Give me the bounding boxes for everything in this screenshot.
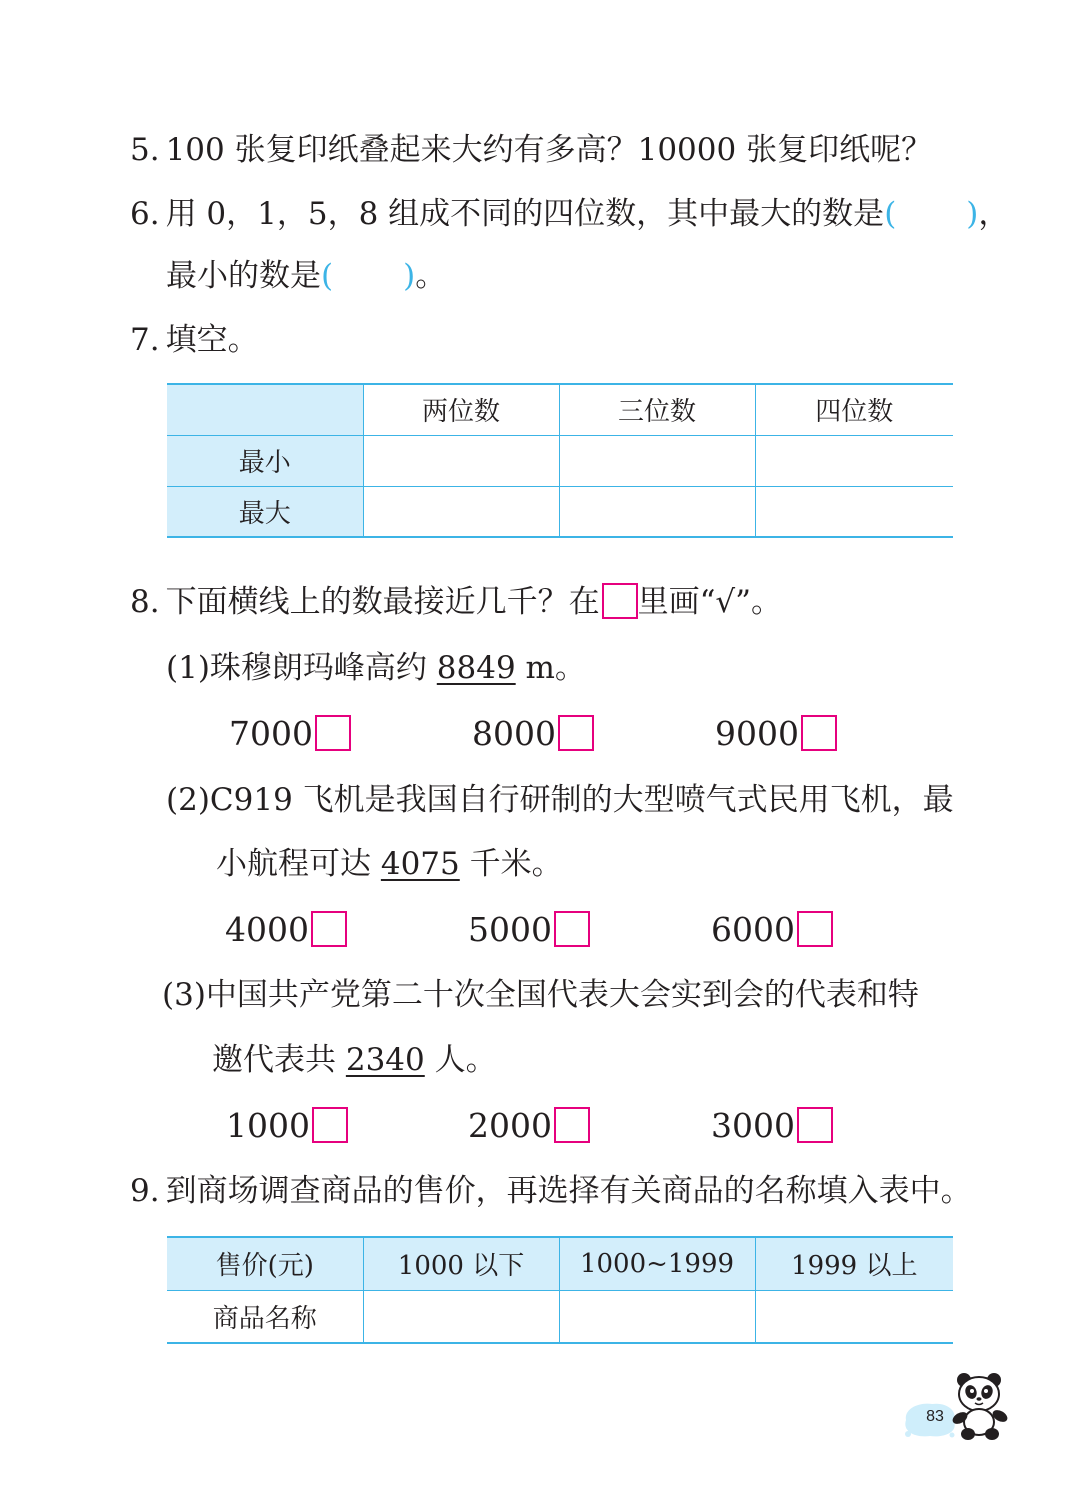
column-header: 1999 以上	[755, 1237, 953, 1290]
choice-option	[711, 1106, 833, 1146]
question-number: 5.	[130, 132, 160, 168]
row-header: 售价(元)	[167, 1237, 363, 1290]
question-text: 填空。	[165, 322, 259, 358]
choice-option	[229, 714, 351, 754]
choice-option	[711, 910, 833, 950]
page-number: 83	[926, 1408, 944, 1425]
sub-question-text: 人。	[424, 1042, 497, 1078]
choice-option	[715, 714, 837, 754]
choice-value: 5000	[468, 910, 552, 949]
answer-blank-open: (	[884, 196, 897, 232]
choice-value: 1000	[226, 1106, 310, 1145]
choice-option	[226, 1106, 348, 1146]
punctuation: ，	[978, 196, 1010, 232]
sub-question-text: C919 飞机是我国自行研制的大型喷气式民用飞机，最	[209, 782, 954, 818]
answer-checkbox[interactable]	[315, 715, 351, 751]
answer-checkbox[interactable]	[558, 715, 594, 751]
answer-checkbox[interactable]	[312, 1107, 348, 1143]
sub-question-prefix: (2)	[166, 782, 210, 818]
question-text: 用 0，1，5，8 组成不同的四位数，其中最大的数是	[165, 196, 885, 232]
answer-cell[interactable]	[559, 1290, 755, 1343]
sub-question-1	[166, 648, 586, 688]
answer-checkbox[interactable]	[797, 911, 833, 947]
choice-value: 6000	[711, 910, 795, 949]
question-number: 7.	[130, 322, 160, 358]
choice-value: 2000	[468, 1106, 552, 1145]
row-header: 最小	[167, 435, 363, 486]
question-text: 最小的数是	[166, 258, 321, 294]
sub-question-text: 邀代表共	[212, 1042, 346, 1078]
price-survey-table	[167, 1236, 953, 1344]
sub-question-text: 小航程可达	[216, 846, 381, 882]
panda-mascot-icon	[946, 1370, 1012, 1442]
choice-value: 8000	[472, 714, 556, 753]
column-header: 1000~1999	[559, 1237, 755, 1290]
column-header: 四位数	[755, 384, 953, 435]
answer-checkbox[interactable]	[311, 911, 347, 947]
answer-checkbox[interactable]	[554, 911, 590, 947]
sub-question-2-line-2	[216, 844, 563, 884]
question-text: 到商场调查商品的售价，再选择有关商品的名称填入表中。	[165, 1173, 972, 1209]
question-number: 6.	[130, 196, 160, 232]
digit-range-table	[167, 383, 953, 538]
table-corner-cell	[167, 384, 363, 435]
sub-question-text: 中国共产党第二十次全国代表大会实到会的代表和特	[205, 977, 919, 1013]
answer-cell[interactable]	[363, 486, 559, 537]
choice-option	[468, 1106, 590, 1146]
sub-question-text: 珠穆朗玛峰高约	[209, 650, 437, 686]
answer-cell[interactable]	[559, 486, 755, 537]
row-header: 最大	[167, 486, 363, 537]
underlined-number: 8849	[436, 650, 516, 686]
choice-option	[468, 910, 590, 950]
sub-question-prefix: (1)	[166, 650, 210, 686]
question-text: 100 张复印纸叠起来大约有多高？10000 张复印纸呢？	[165, 132, 933, 168]
column-header: 两位数	[363, 384, 559, 435]
answer-cell[interactable]	[363, 435, 559, 486]
choice-value: 3000	[711, 1106, 795, 1145]
answer-checkbox[interactable]	[554, 1107, 590, 1143]
question-text: 里画“√”。	[637, 584, 783, 620]
column-header: 1000 以下	[363, 1237, 559, 1290]
question-text: 下面横线上的数最接近几千？在	[165, 584, 600, 620]
question-number: 9.	[130, 1173, 160, 1209]
question-7	[130, 320, 259, 360]
column-header: 三位数	[559, 384, 755, 435]
answer-blank-close: )	[966, 196, 979, 232]
question-9	[130, 1171, 972, 1211]
answer-cell[interactable]	[559, 435, 755, 486]
answer-cell[interactable]	[755, 486, 953, 537]
sub-question-3-line-1	[162, 975, 919, 1015]
underlined-number: 2340	[345, 1042, 425, 1078]
sub-question-prefix: (3)	[162, 977, 206, 1013]
question-8	[130, 582, 782, 622]
row-header: 商品名称	[167, 1290, 363, 1343]
answer-checkbox[interactable]	[801, 715, 837, 751]
answer-blank-close: )	[403, 258, 416, 294]
underlined-number: 4075	[380, 846, 460, 882]
answer-cell[interactable]	[755, 435, 953, 486]
choice-value: 9000	[715, 714, 799, 753]
question-6-line-1	[130, 194, 1009, 234]
choice-option	[472, 714, 594, 754]
answer-cell[interactable]	[363, 1290, 559, 1343]
sub-question-text: m。	[515, 650, 586, 686]
choice-option	[225, 910, 347, 950]
question-6-line-2	[166, 256, 446, 296]
answer-cell[interactable]	[755, 1290, 953, 1343]
question-5	[130, 130, 932, 170]
choice-value: 4000	[225, 910, 309, 949]
checkbox-sample-icon	[602, 583, 638, 619]
choice-value: 7000	[229, 714, 313, 753]
answer-blank-open: (	[321, 258, 334, 294]
punctuation: 。	[415, 258, 447, 294]
question-number: 8.	[130, 584, 160, 620]
sub-question-3-line-2	[212, 1040, 497, 1080]
sub-question-text: 千米。	[459, 846, 563, 882]
sub-question-2-line-1	[166, 780, 954, 820]
answer-checkbox[interactable]	[797, 1107, 833, 1143]
